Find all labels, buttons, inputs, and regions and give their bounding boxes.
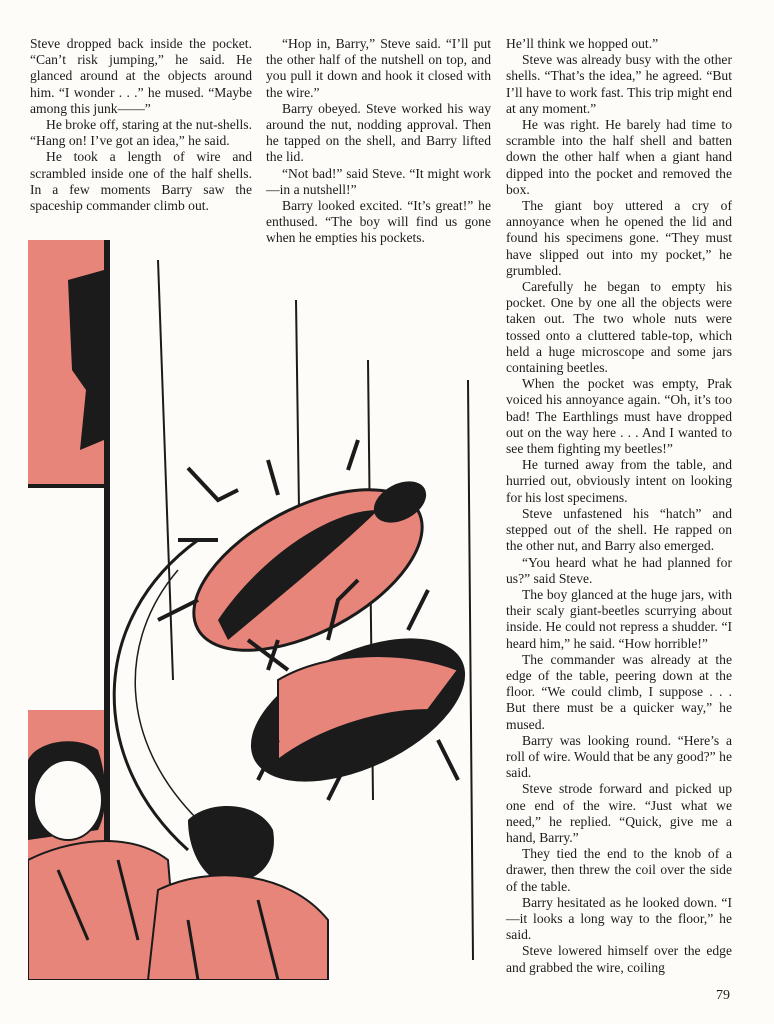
paragraph: Barry obeyed. Steve worked his way around the nut, nodding approval. Then he tapped on the shell, and Barry lifted the lid.: [266, 100, 491, 165]
page-number: 79: [716, 988, 730, 1003]
paragraph: Steve was already busy with the other shells. “That’s the idea,” he agreed. “But I’ll have to work fast. This trip might end at any moment.”: [506, 52, 732, 116]
paragraph: Barry looked excited. “It’s great!” he enthused. “The boy will find us gone when he empties his pockets.: [266, 198, 491, 246]
jar-curve: [114, 540, 198, 850]
paragraph: The commander was already at the edge of the table, peering down at the floor. “We could climb, I suppose . . . But there must be a quicker way,” he mused.: [506, 651, 732, 732]
paragraph: The boy glanced at the huge jars, with their scaly giant-beetles scurrying about inside. He could not repress a shudder. “I heard him,” he said. “How horrible!”: [506, 586, 732, 651]
beetle-illustration: [28, 240, 498, 980]
paragraph: “Hop in, Barry,” Steve said. “I’ll put the other half of the nutshell on top, and you pull it down and hook it closed with the wire.”: [266, 36, 491, 100]
paragraph: He turned away from the table, and hurried out, obviously intent on looking for his lost specimens.: [506, 457, 732, 505]
frame-line: [28, 484, 110, 488]
text-column-2: [266, 36, 491, 247]
paragraph: “You heard what he had planned for us?” said Steve.: [506, 554, 732, 586]
paragraph: Barry was looking round. “Here’s a roll of wire. Would that be any good?” he said.: [506, 732, 732, 781]
paragraph: He was right. He barely had time to scramble into the half shell and batten down the other half when a giant hand dipped into the pocket and removed the box.: [506, 117, 732, 197]
jar-curve: [135, 570, 198, 820]
paragraph: When the pocket was empty, Prak voiced his annoyance again. “Oh, it’s too bad! The Earthlings must have dropped out on the way here . . . And I wanted to see them fighting my beetles!”: [506, 376, 732, 457]
paragraph: He took a length of wire and scrambled inside one of the half shells. In a few moments Barry saw the spaceship commander climb out.: [30, 149, 252, 214]
paragraph: Steve strode forward and picked up one end of the wire. “Just what we need,” he replied. “Quick, give me a hand, Barry.”: [506, 781, 732, 845]
text-column-3: [506, 36, 732, 976]
paragraph: Carefully he began to empty his pocket. One by one all the objects were taken out. The two whole nuts were tossed onto a cluttered table-top, which held a huge microscope and some jars containing beetles.: [506, 279, 732, 376]
paragraph: Steve unfastened his “hatch” and stepped out of the shell. He rapped on the other nut, and Barry also emerged.: [506, 505, 732, 554]
paragraph: Steve dropped back inside the pocket. “Can’t risk jumping,” he said. He glanced around at the objects around him. “I wonder . . .” he mused. “Maybe among this junk——”: [30, 36, 252, 116]
boy-steve: [148, 806, 328, 980]
paragraph: “Not bad!” said Steve. “It might work—in a nutshell!”: [266, 165, 491, 197]
paragraph: The giant boy uttered a cry of annoyance when he opened the lid and found his specimens gone. “They must have slipped out into my pocket,” he grumbled.: [506, 198, 732, 278]
paragraph: He broke off, staring at the nut-shells. “Hang on! I’ve got an idea,” he said.: [30, 117, 252, 149]
jar-edge-line: [468, 380, 473, 960]
paragraph: They tied the end to the knob of a drawer, then threw the coil over the side of the table.: [506, 846, 732, 894]
paragraph: Barry hesitated as he looked down. “I—it looks a long way to the floor,” he said.: [506, 894, 732, 943]
text-column-1: [30, 36, 252, 214]
paragraph: Steve lowered himself over the edge and grabbed the wire, coiling: [506, 943, 732, 975]
paragraph: He’ll think we hopped out.”: [506, 36, 659, 51]
